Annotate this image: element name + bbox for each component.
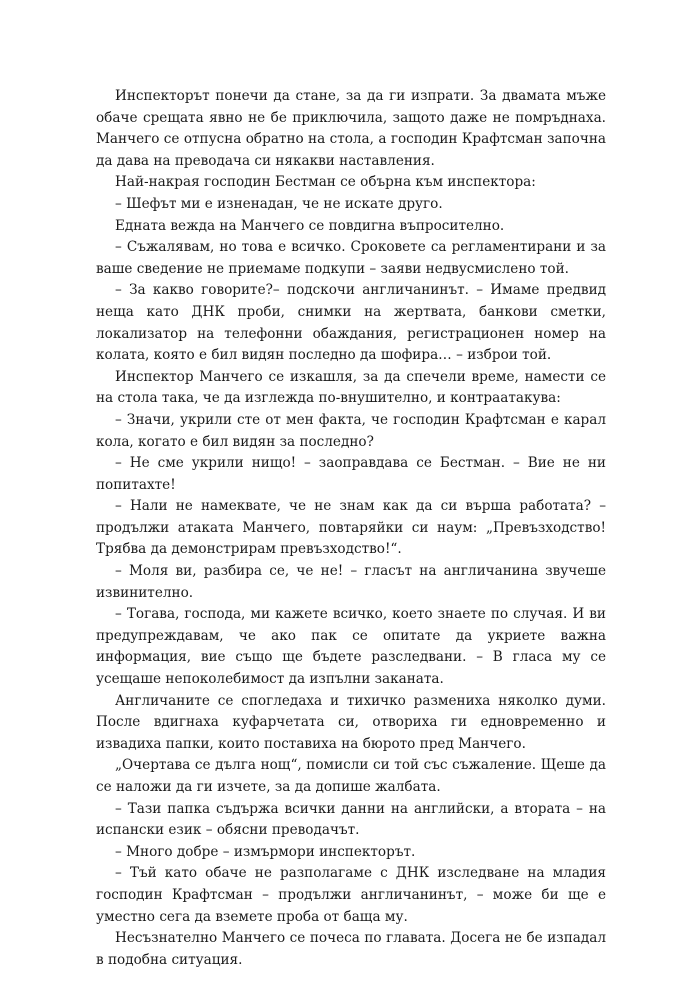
- paragraph: Инспектор Манчего се изкашля, за да спечели време, намести се на стола така, че да изглежда по-внушително, и контраатакува:: [96, 368, 606, 407]
- paragraph: – Много добре – измърмори инспекторът.: [115, 843, 416, 860]
- paragraph: – Тогава, господа, ми кажете всичко, което знаете по случая. И ви предупреждавам, че ако пак се опитате да укриете важна информация, вие също ще бъдете разследвани. – В гласа му се усещаше непоколебимост да изпълни заканата.: [96, 606, 606, 688]
- paragraph: – За какво говорите?– подскочи англичанинът. – Имаме предвид неща като ДНК проби, снимки на жертвата, банкови сметки, локализатор на телефонни обаждания, регистрационен номер на колата, която е бил видян последно да шофира… – изброи той.: [96, 282, 606, 364]
- paragraph: Инспекторът понечи да стане, за да ги изпрати. За двамата мъже обаче срещата явно не бе приключила, защото даже не помръднаха. Манчего се отпусна обратно на стола, а господин Крафтсман започна да дава на преводача си някакви наставления.: [96, 88, 606, 169]
- paragraph: – Тъй като обаче не разполагаме с ДНК изследване на младия господин Крафтсман – продължи англичанинът, – може би ще е уместно сега да вземете проба от баща му.: [96, 865, 606, 925]
- paragraph: – Съжалявам, но това е всичко. Сроковете са регламентирани и за ваше сведение не приемаме подкупи – заяви недвусмислено той.: [96, 239, 606, 277]
- paragraph: „Очертава се дълга нощ“, помисли си той със съжаление. Щеше да се наложи да ги изчете, за да допише жалбата.: [96, 757, 606, 795]
- paragraph: – Тази папка съдържа всички данни на английски, а втората – на испански език – обясни преводачът.: [96, 800, 606, 839]
- paragraph: Най-накрая господин Бестман се обърна към инспектора:: [115, 174, 536, 191]
- paragraph: Едната вежда на Манчего се повдигна въпросително.: [115, 217, 505, 234]
- paragraph: – Не сме укрили нищо! – заоправдава се Бестман. – Вие не ни попитахте!: [96, 455, 606, 493]
- paragraph: Несъзнателно Манчего се почеса по главата. Досега не бе изпадал в подобна ситуация.: [96, 930, 606, 968]
- paragraph: Англичаните се спогледаха и тихичко размениха няколко думи. После вдигнаха куфарчетата си, отвориха ги едновременно и извадиха папки, които поставиха на бюрото пред Манчего.: [96, 692, 606, 752]
- paragraph: – Значи, укрили сте от мен факта, че господин Крафтсман е карал кола, когато е бил видян за последно?: [96, 411, 606, 450]
- paragraph: – Нали не намеквате, че не знам как да си върша работата? – продължи атаката Манчего, повтаряйки си наум: „Превъзходство! Трябва да демонстрирам превъзходство!“.: [96, 498, 606, 558]
- body-text: [96, 86, 606, 971]
- paragraph: – Моля ви, разбира се, че не! – гласът на англичанина звучеше извинително.: [96, 563, 606, 601]
- paragraph: – Шефът ми е изненадан, че не искате друго.: [115, 195, 443, 212]
